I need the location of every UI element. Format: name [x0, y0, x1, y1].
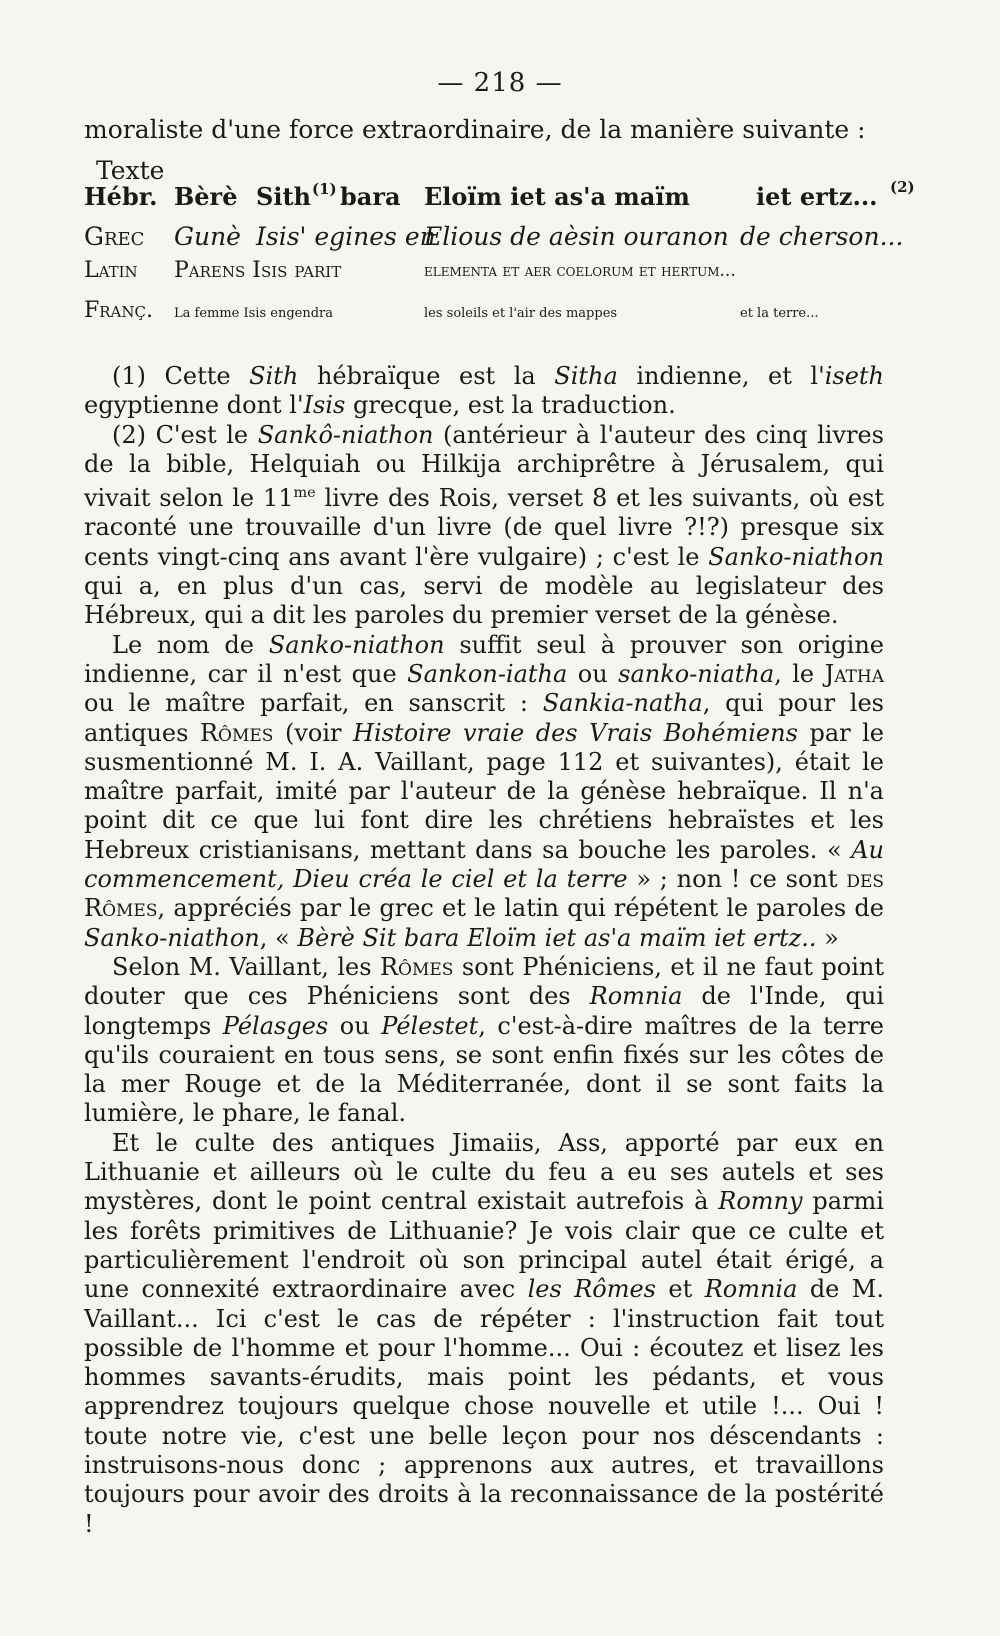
paragraph-vaillant: Selon M. Vaillant, les Rômes sont Phéniciens, et il ne faut point douter que ces Phéniciens sont des Romnia de l'Inde, qui longtemps Pélasges ou Pélestet, c'est-à-dire maîtres de la terre qu'ils couraient en tous sens, se sont enfin fixés sur les côtes de la mer Rouge et de la Méditerranée, dont il se sont faits la lumière, le phare, le fanal. [84, 952, 884, 1128]
intro-line: moraliste d'une force extraordinaire, de la manière suivante : [84, 115, 866, 144]
row-label-franc: Franç. [84, 298, 153, 323]
row-label-latin: Latin [84, 258, 138, 283]
word-gune: Gunè [174, 222, 241, 251]
page-number: — 218 — [437, 68, 563, 98]
row-french [84, 298, 914, 332]
word-isis-egines: Isis' egines en [256, 222, 436, 251]
row-label-hebr: Hébr. [84, 182, 158, 211]
word-eloim: Eloïm iet as'a maïm [424, 182, 690, 211]
row-greek [84, 222, 914, 256]
texte-label: Texte [96, 156, 165, 185]
word-soleils: les soleils et l'air des mappes [424, 306, 618, 321]
footnote-1: (1) Cette Sith hébraïque est la Sitha indienne, et l'iseth egyptienne dont l'Isis grecque, est la traduction. [84, 362, 884, 420]
word-parens: Parens Isis parit [174, 258, 342, 283]
row-label-grec: Grec [84, 222, 145, 251]
row-hebrew [84, 178, 915, 216]
word-bere: Bèrè [174, 182, 238, 211]
word-femme: La femme Isis engendra [174, 306, 334, 321]
word-bara: bara [340, 182, 401, 211]
word-elementa: elementa et aer coelorum et hertum... [424, 261, 736, 281]
notes-body [84, 362, 884, 1539]
paragraph-sanko-niathon: Le nom de Sanko-niathon suffit seul à prouver son origine indienne, car il n'est que Sankon-iatha ou sanko-niatha, le Jatha ou le maître parfait, en sanscrit : Sankia-natha, qui pour les antiques Rômes (voir Histoire vraie des Vrais Bohémiens par le susmentionné M. I. A. Vaillant, page 112 et suivantes), était le maître parfait, imité par l'auteur de la génèse hebraïque. Il n'a point dit ce que lui font dire les chrétiens hebraïstes et les Hebreux cristianisans, mettant dans sa bouche les paroles. « Au commencement, Dieu créa le ciel et la terre » ; non ! ce sont des Rômes, appréciés par le grec et le latin qui répétent le paroles de Sanko-niathon, « Bèrè Sit bara Eloïm iet as'a maïm iet ertz.. » [84, 630, 885, 952]
paragraph-lithuanie: Et le culte des antiques Jimaiis, Ass, apporté par eux en Lithuanie et ailleurs où le culte du feu a eu ses autels et ses mystères, dont le point central existait autrefois à Romny parmi les forêts primitives de Lithuanie? Je vois clair que ce culte et particulièrement l'endroit où son principal autel était érigé, a une connexité extraordinaire avec les Rômes et Romnia de M. Vaillant... Ici c'est le cas de répéter : l'instruction fait tout possible de l'homme et pour l'homme... Oui : écoutez et lisez les hommes savants-érudits, mais point les pédants, et vous apprendrez toujours quelque chose nouvelle et utile !... Oui ! toute notre vie, c'est une belle leçon pour nos déscendants : instruisons-nous donc ; apprenons aux autres, et travaillons toujours pour avoir des droits à la reconnaissance de la postérité ! [84, 1128, 885, 1538]
word-terre: et la terre... [740, 306, 819, 321]
word-sith: Sith [256, 182, 311, 211]
footnote-mark-1: (1) [312, 180, 337, 198]
footnote-2: (2) C'est le Sankô-niathon (antérieur à l'auteur des cinq livres de la bible, Helquiah ou Hilkija archiprêtre à Jérusalem, qui vivait selon le $11^{me}$ livre des Rois, verset 8 et les suivants, où est raconté une trouvaille d'un livre (de quel livre ?!?) presque six cents vingt-cinq ans avant l'ère vulgaire) ; c'est le Sanko-niathon qui a, en plus d'un cas, servi de modèle au legislateur des Hébreux, qui a dit les paroles du premier verset de la génèse. [84, 420, 885, 630]
row-latin [84, 258, 914, 292]
footnote-mark-2: (2) [890, 178, 915, 196]
word-cherson: de cherson... [740, 222, 904, 251]
word-ertz: iet ertz... [756, 182, 878, 211]
word-elious: Elious de aèsin ouranon [424, 222, 729, 251]
